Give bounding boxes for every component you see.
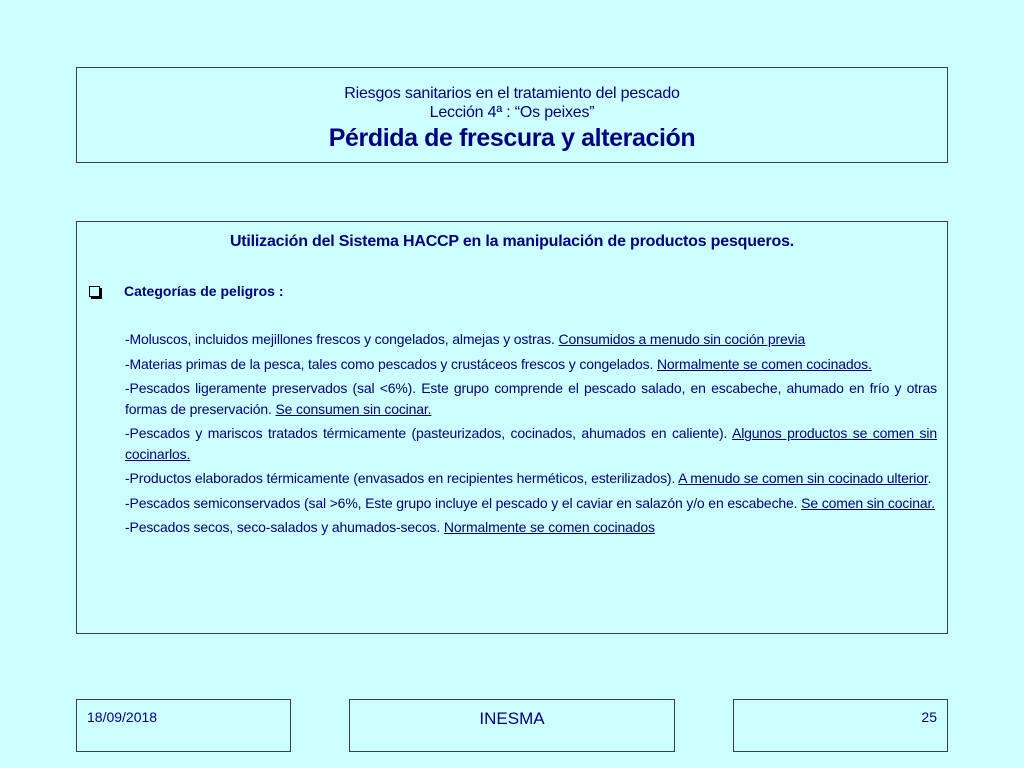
consumption-note: Consumidos a menudo sin coción previa bbox=[558, 331, 806, 347]
consumption-note: Se consumen sin cocinar. bbox=[275, 400, 432, 417]
category-label: Categorías de peligros : bbox=[124, 283, 284, 299]
footer-organization: INESMA bbox=[349, 699, 675, 752]
footer-page-number: 25 bbox=[733, 699, 948, 752]
list-item: -Pescados semiconservados (sal >6%, Este grupo incluye el pescado y el caviar en salazón y/o en escabeche. Se comen sin cocinar. bbox=[125, 494, 935, 511]
list-item: -Materias primas de la pesca, tales como pescados y crustáceos frescos y congelados. Normalmente se comen cocinados. bbox=[125, 355, 872, 372]
content-box bbox=[76, 221, 948, 634]
consumption-note: A menudo se comen sin cocinado ulterior bbox=[678, 470, 928, 486]
category-heading bbox=[87, 282, 283, 300]
list-item: -Pescados secos, seco-salados y ahumados-secos. Normalmente se comen cocinados bbox=[125, 519, 655, 535]
list-item: -Pescados ligeramente preservados (sal <6%). Este grupo comprende el pescado salado, en escabeche, ahumado en frío y otras formas de preservación. Se consumen sin cocinar. bbox=[125, 380, 937, 417]
content-subtitle: Utilización del Sistema HACCP en la manipulación de productos pesqueros. bbox=[229, 233, 795, 250]
lesson-title: Lección 4ª : “Os peixes” bbox=[429, 104, 595, 121]
list-item: -Pescados y mariscos tratados térmicamente (pasteurizados, cocinados, ahumados en caliente). Algunos productos se comen sin cocinarlos. bbox=[125, 425, 938, 462]
course-title: Riesgos sanitarios en el tratamiento del pescado bbox=[344, 85, 680, 102]
slide-title: Pérdida de frescura y alteración bbox=[328, 124, 696, 152]
consumption-note: Normalmente se comen cocinados bbox=[443, 519, 655, 535]
consumption-note: Se comen sin cocinar. bbox=[801, 494, 935, 511]
consumption-note: Normalmente se comen cocinados. bbox=[656, 355, 872, 372]
hazard-list bbox=[125, 329, 937, 542]
footer-date: 18/09/2018 bbox=[76, 699, 291, 752]
title-box bbox=[76, 67, 948, 163]
list-item: -Moluscos, incluidos mejillones frescos y congelados, almejas y ostras. Consumidos a menudo sin coción previa bbox=[125, 331, 806, 347]
consumption-note: Algunos productos se comen sin cocinarlos. bbox=[125, 425, 938, 462]
list-item: -Productos elaborados térmicamente (envasados en recipientes herméticos, esterilizados). A menudo se comen sin cocinado ulterior. bbox=[125, 470, 932, 486]
checkbox-bullet-icon bbox=[89, 286, 100, 297]
